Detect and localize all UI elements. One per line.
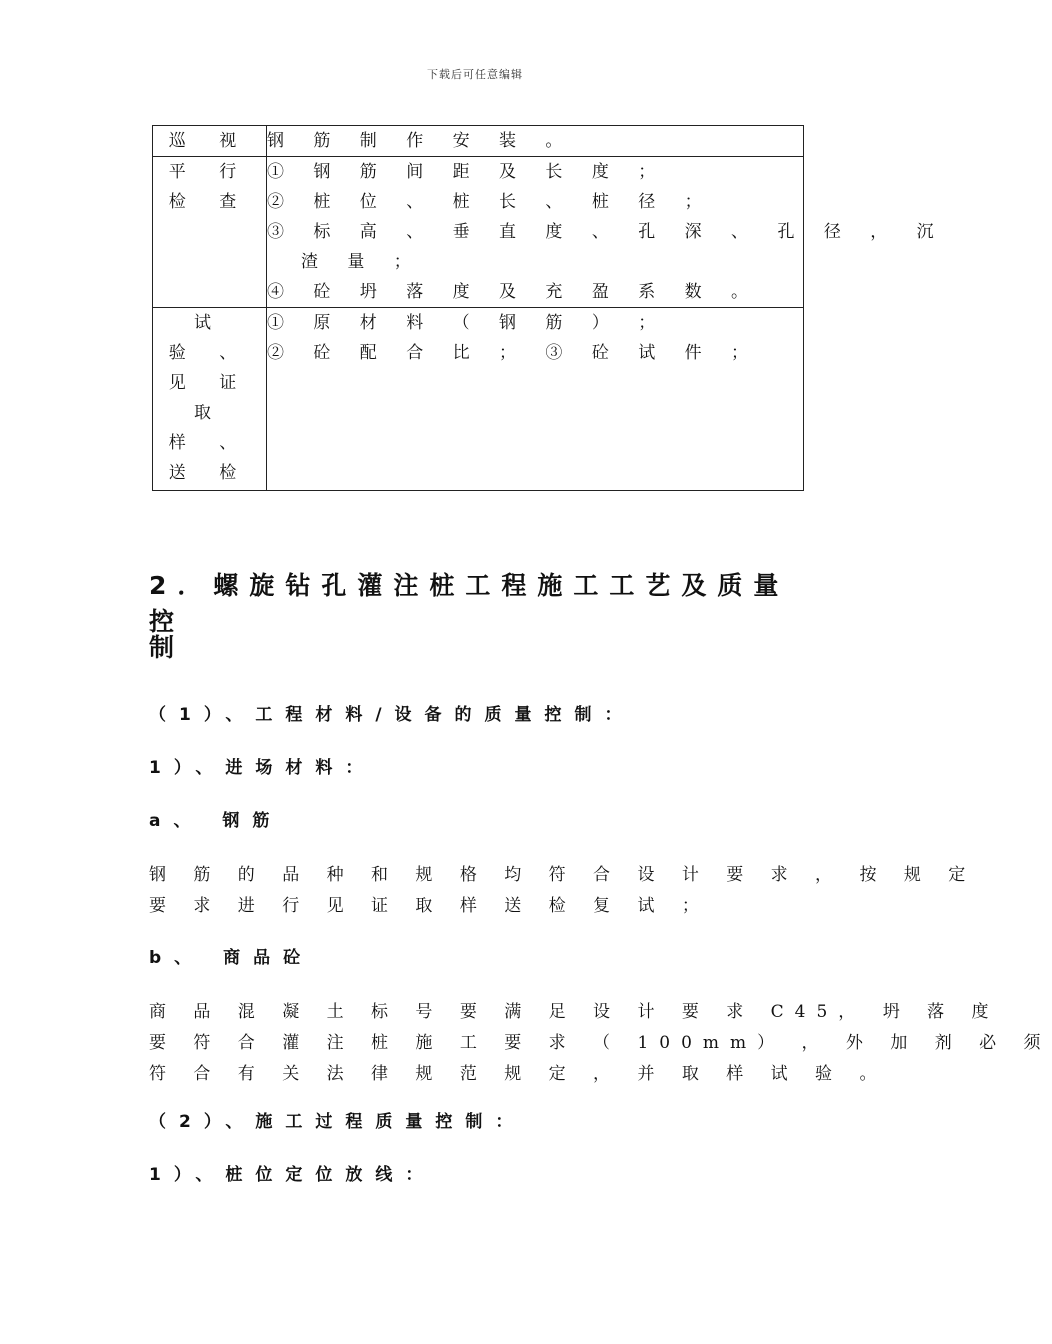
paragraph-line: 钢 筋 的 品 种 和 规 格 均 符 合 设 计 要 求 ， 按 规 定: [149, 865, 977, 885]
quality-control-table: [152, 125, 946, 491]
content-line: ① 原 材 料 （ 钢 筋 ） ；: [267, 313, 668, 333]
section-title: 2．螺旋钻孔灌注桩工程施工工艺及质量控: [149, 571, 790, 636]
paragraph-steel: [149, 860, 977, 922]
subsection-heading: （2）、施工过程质量控制：: [149, 1112, 526, 1132]
paragraph-line: 商 品 混 凝 土 标 号 要 满 足 设 计 要 求 C45， 坍 落 度: [149, 1002, 1000, 1022]
table-row: [153, 126, 804, 157]
subsection-heading: 1）、进场材料：: [149, 758, 376, 778]
label-line: 样 、: [168, 433, 251, 453]
row-content: [267, 308, 804, 491]
label-line: 检 查: [168, 192, 251, 212]
content-line: ② 砼 配 合 比 ； ③ 砼 试 件 ；: [267, 343, 761, 363]
label-line: 试: [194, 313, 225, 333]
paragraph-concrete: [149, 997, 1052, 1090]
content-line: ② 桩 位 、 桩 长 、 桩 径 ；: [267, 192, 714, 212]
subsection-heading: （1）、工程材料/设备的质量控制：: [149, 705, 635, 725]
label-line: 取: [194, 403, 225, 423]
label-line: 巡 视: [168, 131, 251, 151]
subsection-heading: 1）、桩位定位放线：: [149, 1165, 436, 1185]
paragraph-line: 要 求 进 行 见 证 取 样 送 检 复 试 ；: [149, 896, 710, 916]
row-content: [267, 126, 804, 157]
label-line: 平 行: [168, 162, 251, 182]
table-row: [153, 157, 804, 308]
label-line: 送 检: [168, 463, 251, 483]
content-line: 钢 筋 制 作 安 装 。: [267, 131, 575, 151]
item-heading: a、 钢筋: [149, 811, 283, 831]
page-header: 下载后可任意编辑: [427, 68, 523, 81]
content-line: ③ 标 高 、 垂 直 度 、 孔 深 、 孔 径 ， 沉: [267, 222, 946, 242]
content-line: 渣 量 ；: [301, 252, 423, 272]
paragraph-line: 符 合 有 关 法 律 规 范 规 定 ， 并 取 样 试 验 。: [149, 1064, 888, 1084]
table-row: [153, 308, 804, 491]
row-label: [153, 126, 267, 157]
item-heading: b、 商品砼: [149, 948, 314, 968]
content-line: ① 钢 筋 间 距 及 长 度 ；: [267, 162, 668, 182]
paragraph-line: 要 符 合 灌 注 桩 施 工 要 求 （ 100mm） ， 外 加 剂 必 须: [149, 1033, 1052, 1053]
section-title-continued: 制: [149, 633, 186, 662]
label-line: 见 证: [168, 373, 251, 393]
label-line: 验 、: [168, 343, 251, 363]
content-line: ④ 砼 坍 落 度 及 充 盈 系 数 。: [267, 282, 761, 302]
row-label: [153, 308, 267, 491]
row-content: [267, 157, 946, 308]
row-label: [153, 157, 267, 308]
